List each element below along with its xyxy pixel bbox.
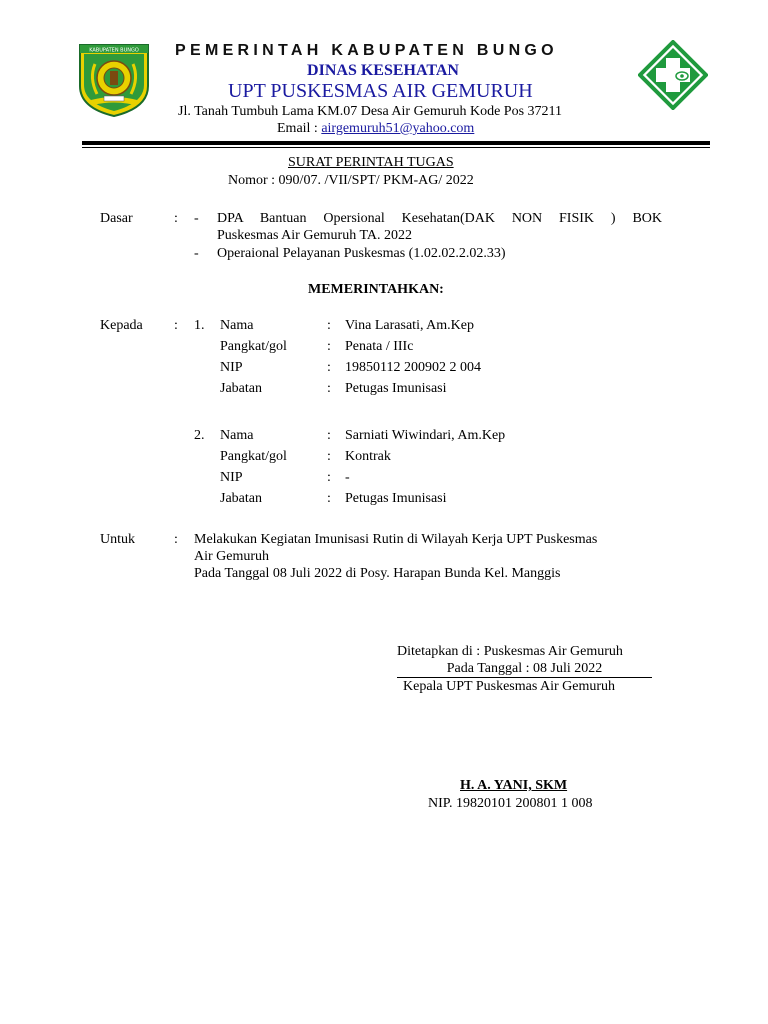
kepada-label: Kepada: [100, 318, 143, 333]
person-2-field-label: Jabatan: [220, 491, 262, 506]
person-1-position: Petugas Imunisasi: [345, 381, 447, 396]
person-2-field-colon: :: [327, 449, 331, 464]
person-2-field-colon: :: [327, 491, 331, 506]
person-2-field-colon: :: [327, 470, 331, 485]
person-2-field-label: Nama: [220, 428, 254, 443]
person-1-number: 1.: [194, 318, 205, 333]
person-2-name: Sarniati Wiwindari, Am.Kep: [345, 428, 506, 443]
dasar-dash-1: -: [194, 211, 199, 226]
signature-date: Pada Tanggal : 08 Juli 2022: [446, 661, 603, 676]
email-link[interactable]: airgemuruh51@yahoo.com: [321, 121, 475, 136]
letterhead-address: Jl. Tanah Tumbuh Lama KM.07 Desa Air Gemuruh Kode Pos 37211: [178, 104, 563, 119]
person-2-nip: -: [345, 470, 350, 485]
person-1-field-colon: :: [327, 339, 331, 354]
person-1-field-label: Nama: [220, 318, 254, 333]
signatory-nip: NIP. 19820101 200801 1 008: [428, 796, 593, 811]
person-1-field-colon: :: [327, 381, 331, 396]
untuk-label: Untuk: [100, 532, 135, 547]
person-1-field-colon: :: [327, 360, 331, 375]
dasar-item-1-line1: DPA Bantuan Opersional Kesehatan(DAK NON FISIK ) BOK: [217, 211, 662, 226]
person-1-name: Vina Larasati, Am.Kep: [345, 318, 475, 333]
logo-banner-text: KABUPATEN BUNGO: [89, 47, 139, 54]
person-2-position: Petugas Imunisasi: [345, 491, 447, 506]
dasar-label: Dasar: [100, 211, 133, 226]
signatory-name: H. A. YANI, SKM: [460, 778, 568, 793]
person-1-field-label: NIP: [220, 360, 243, 375]
letterhead-divider: [82, 141, 710, 145]
person-2-field-colon: :: [327, 428, 331, 443]
letterhead-institution: UPT PUSKESMAS AIR GEMURUH: [228, 80, 533, 102]
untuk-colon: :: [174, 532, 178, 547]
person-1-field-colon: :: [327, 318, 331, 333]
letterhead-government: PEMERINTAH KABUPATEN BUNGO: [175, 42, 558, 59]
person-1-field-label: Pangkat/gol: [220, 339, 287, 354]
letterhead-divider-thin: [82, 147, 710, 148]
person-1-field-label: Jabatan: [220, 381, 262, 396]
signature-position: Kepala UPT Puskesmas Air Gemuruh: [403, 679, 616, 694]
untuk-line-2: Air Gemuruh: [194, 549, 270, 564]
document-number: Nomor : 090/07. /VII/SPT/ PKM-AG/ 2022: [228, 173, 474, 188]
letterhead-department-text: DINAS KESEHATAN: [307, 62, 459, 79]
person-2-number: 2.: [194, 428, 205, 443]
untuk-line-1: Melakukan Kegiatan Imunisasi Rutin di Wilayah Kerja UPT Puskesmas: [194, 532, 598, 547]
dasar-colon: :: [174, 211, 178, 226]
untuk-line-3: Pada Tanggal 08 Juli 2022 di Posy. Harapan Bunda Kel. Manggis: [194, 566, 561, 581]
person-1-rank: Penata / IIIc: [345, 339, 414, 354]
person-2-rank: Kontrak: [345, 449, 391, 464]
email-label: Email :: [277, 121, 322, 136]
document-title: SURAT PERINTAH TUGAS: [288, 155, 454, 170]
letterhead-email: [277, 121, 474, 137]
dasar-dash-2: -: [194, 246, 199, 261]
kabupaten-bungo-logo: [77, 42, 151, 118]
person-2-field-label: Pangkat/gol: [220, 449, 287, 464]
kepada-colon: :: [174, 318, 178, 333]
command-heading: MEMERINTAHKAN:: [308, 282, 444, 297]
signature-date-line: [397, 661, 652, 678]
letterhead-department: [0, 62, 768, 80]
dasar-item-2: Operaional Pelayanan Puskesmas (1.02.02.2.02.33): [217, 246, 506, 261]
dasar-item-1-line2: Puskesmas Air Gemuruh TA. 2022: [217, 228, 413, 243]
signature-place: Ditetapkan di : Puskesmas Air Gemuruh: [397, 644, 623, 659]
person-2-field-label: NIP: [220, 470, 243, 485]
person-1-nip: 19850112 200902 2 004: [345, 360, 481, 375]
